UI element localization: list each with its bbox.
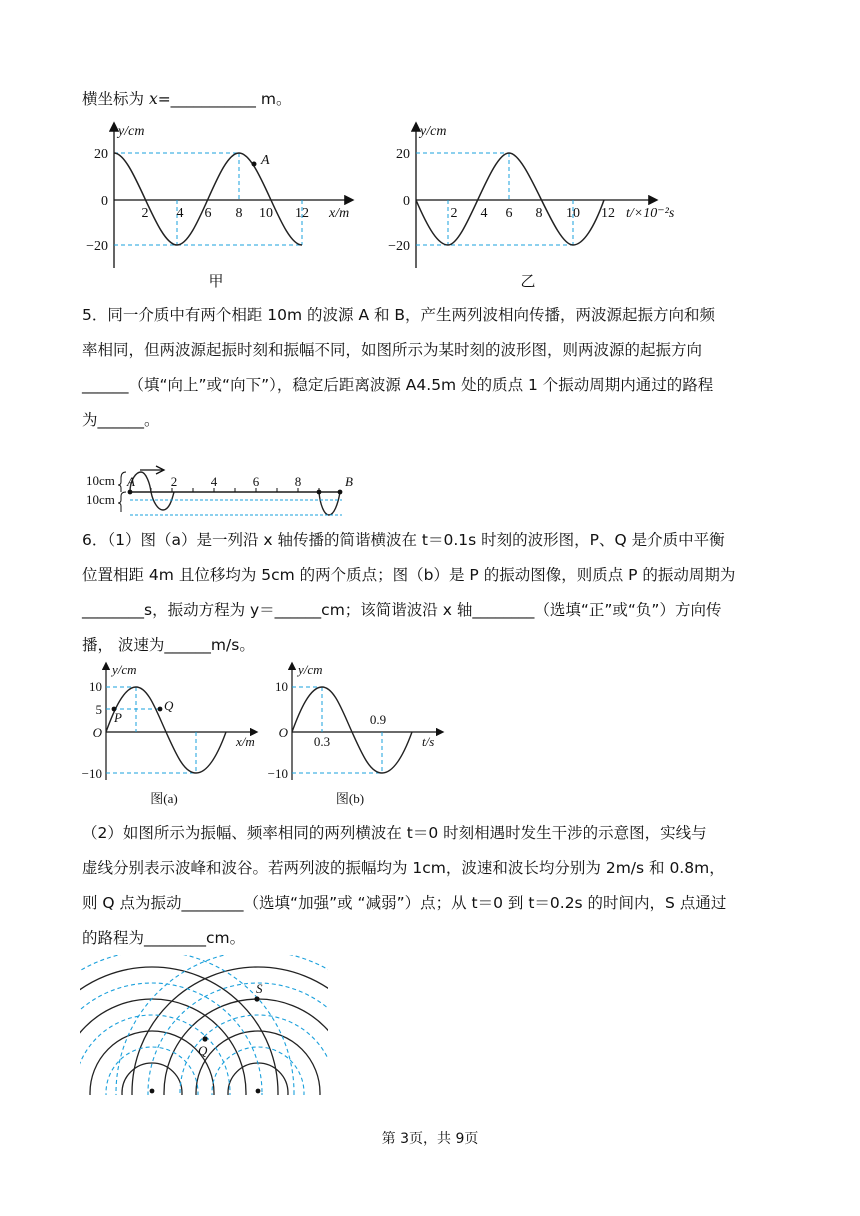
label-a: A [127, 474, 135, 489]
xtick: 4 [480, 206, 488, 221]
page-footer: 第 3页，共 9页 [381, 1131, 479, 1147]
xtick: 6 [204, 206, 212, 221]
amp-label-1: 10cm [86, 473, 115, 488]
caption: 乙 [520, 274, 536, 290]
ytick-neg20: −20 [86, 239, 108, 254]
ylabel: y/cm [298, 662, 323, 677]
xlabel: t/s [422, 734, 435, 749]
q5-line2: 率相同，但两波源起振时刻和振幅不同，如图所示为某时刻的波形图，则两波源的起振方向 [82, 341, 703, 359]
amp-label-2: 10cm [86, 492, 115, 507]
q6-2-line2: 虚线分别表示波峰和波谷。若两列波的振幅均为 1cm，波速和波长均分别为 2m/s 和 0.8m， [82, 859, 725, 877]
xtick: 2 [450, 206, 458, 221]
xtick: 0.3 [313, 734, 331, 749]
q5-line3: ______（填“向上”或“向下”），稳定后距离波源 A4.5m 处的质点 1 个振动周期内通过的路程 [82, 376, 714, 394]
point-q: Q [198, 1043, 208, 1058]
xlabel: x/m [236, 734, 255, 749]
ytick: −10 [267, 766, 288, 781]
xlabel: x/m [329, 206, 350, 221]
point-s: S [256, 981, 263, 996]
figure-b [267, 660, 470, 810]
q4-tail: 横坐标为 x=___________ m。 [82, 90, 292, 108]
q6-1-line2: 位置相距 4m 且位移均为 5cm 的两个质点；图（b）是 P 的振动图像，则质点 P 的振动周期为 [82, 566, 736, 584]
ytick-0: 0 [101, 194, 108, 209]
figure-a [81, 660, 274, 810]
ytick: 5 [95, 702, 102, 717]
ytick: 10 [89, 679, 102, 694]
ytick: O [278, 725, 288, 740]
ytick: O [92, 725, 102, 740]
xtick: 10 [566, 206, 580, 221]
q6-1-line4: 播， 波速为______m/s。 [82, 636, 255, 654]
figure-jia [84, 118, 384, 293]
xtick: 12 [601, 206, 615, 221]
ylabel: y/cm [118, 124, 145, 139]
ytick-20: 20 [94, 147, 108, 162]
figure-yi [386, 118, 686, 293]
q6-1-line1: 6．（1）图（a）是一列沿 x 轴传播的简谐横波在 t＝0.1s 时刻的波形图，P、Q 是介质中平衡 [82, 531, 725, 549]
point-q: Q [164, 698, 174, 713]
q6-2-line4: 的路程为________cm。 [82, 929, 246, 947]
ytick: 10 [275, 679, 288, 694]
xtick: 8 [294, 474, 302, 489]
caption: 甲 [208, 274, 224, 290]
point-p: P [114, 710, 122, 725]
label-b: B [345, 474, 353, 489]
figure-q5 [84, 440, 374, 515]
q5-line1: 5．同一介质中有两个相距 10m 的波源 A 和 B，产生两列波相向传播，两波源起振方向和频 [82, 306, 716, 324]
xtick: 6 [505, 206, 513, 221]
ytick: −10 [81, 766, 102, 781]
point-a: A [261, 153, 270, 168]
q6-2-line3: 则 Q 点为振动________（选填“加强”或 “减弱”）点；从 t＝0 到 t＝0.2s 的时间内，S 点通过 [82, 894, 727, 912]
xlabel: t/×10⁻²s [626, 206, 675, 221]
ylabel: y/cm [112, 662, 137, 677]
q6-1-line3: ________s，振动方程为 y＝______cm；该简谐波沿 x 轴________（选填“正”或“负”）方向传 [82, 601, 722, 619]
xtick: 2 [141, 206, 149, 221]
xtick: 12 [295, 206, 309, 221]
q6-2-line1: （2）如图所示为振幅、频率相同的两列横波在 t＝0 时刻相遇时发生干涉的示意图，实线与 [82, 824, 707, 842]
xtick: 4 [210, 474, 218, 489]
ytick-20: 20 [396, 147, 410, 162]
figure-interference [80, 955, 330, 1095]
ytick-neg20: −20 [388, 239, 410, 254]
q5-line4: 为______。 [82, 411, 160, 429]
xtick: 4 [176, 206, 184, 221]
caption: 图(a) [150, 791, 178, 806]
xtick: 0.9 [369, 712, 387, 727]
ylabel: y/cm [420, 124, 447, 139]
xtick: 8 [235, 206, 243, 221]
xtick: 6 [252, 474, 260, 489]
xtick: 2 [170, 474, 178, 489]
ytick-0: 0 [403, 194, 410, 209]
xtick: 10 [259, 206, 273, 221]
caption: 图(b) [335, 791, 365, 806]
xtick: 8 [535, 206, 543, 221]
